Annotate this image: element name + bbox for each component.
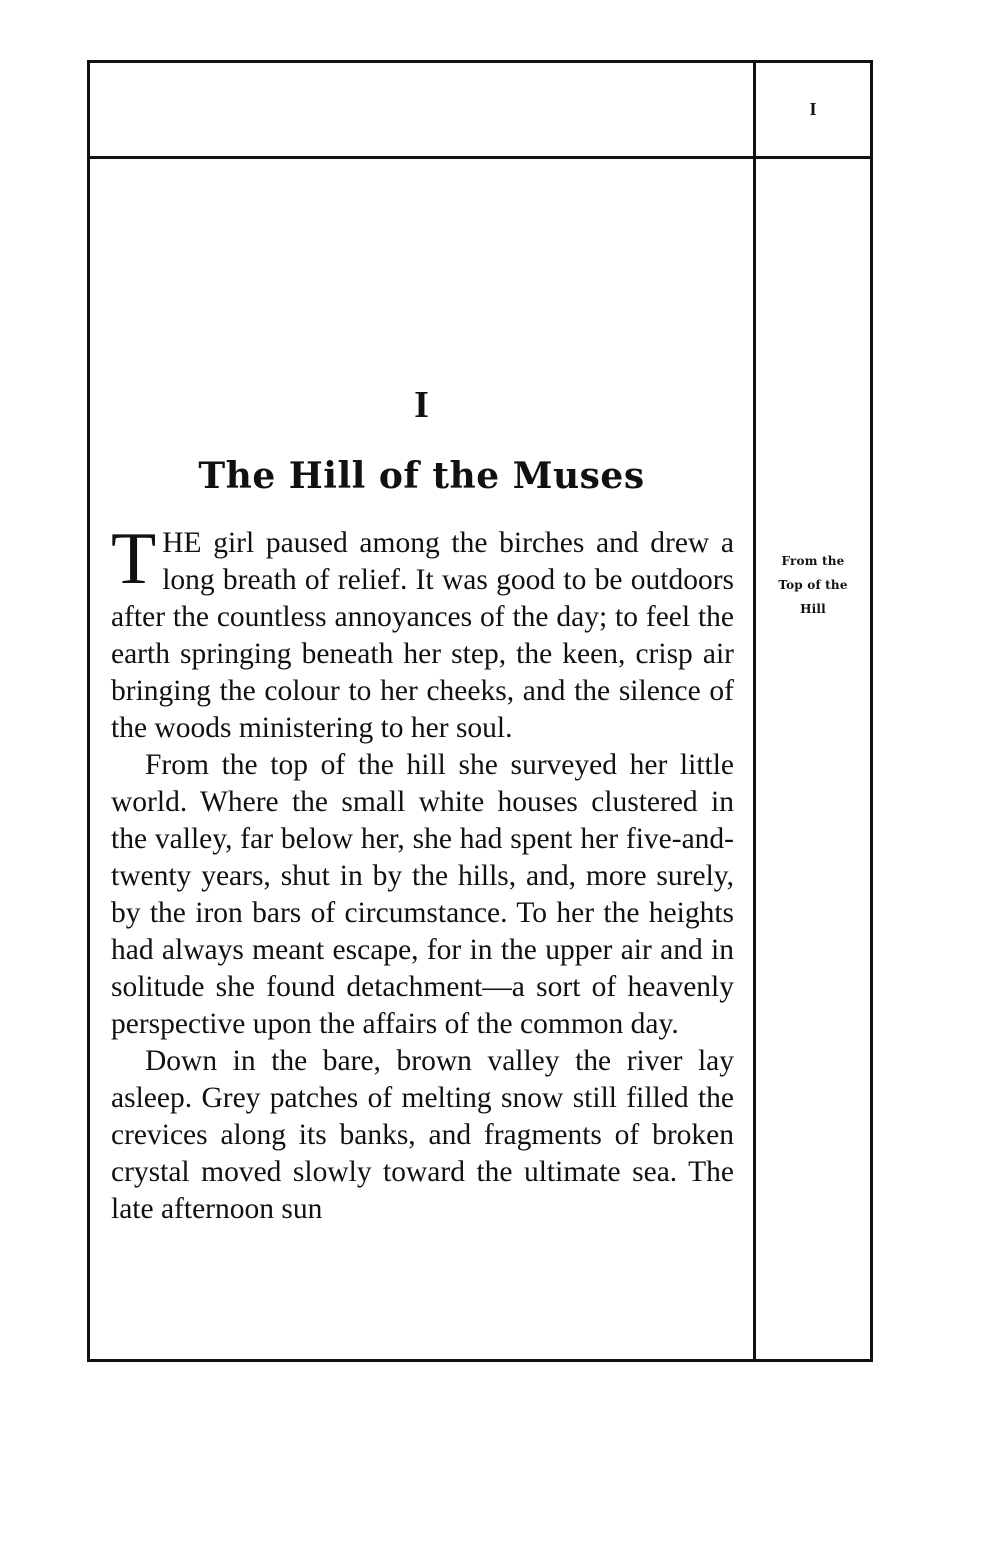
margin-divider	[753, 63, 756, 1359]
marginal-note-line: Hill	[800, 602, 826, 616]
body-text	[111, 518, 734, 1228]
paragraph: Down in the bare, brown valley the river lay asleep. Grey patches of melting snow still filled the crevices along its banks, and fragments of broken crystal moved slowly toward the ultimate sea. The late afternoon sun	[111, 1045, 734, 1225]
paragraph	[111, 518, 734, 747]
header-divider	[90, 156, 870, 159]
marginal-note-line: From the	[781, 554, 845, 568]
page-number: I	[809, 99, 817, 119]
page-frame	[87, 60, 873, 1362]
marginal-note	[756, 549, 870, 621]
paragraph: From the top of the hill she surveyed her little world. Where the small white houses clustered in the valley, far below her, she had spent her five-and-twenty years, shut in by the hills, and, more surely, by the iron bars of circumstance. To her the heights had always meant escape, for in the upper air and in solitude she found detachment—a sort of heavenly perspective upon the affairs of the common day.	[111, 749, 734, 1040]
chapter-title: The Hill of the Muses	[198, 455, 645, 497]
chapter-number: I	[414, 384, 429, 426]
marginal-note-line: Top of the	[778, 578, 848, 592]
paragraph-text: HE girl paused among the birches and drew a long breath of relief. It was good to be outdoors after the countless annoyances of the day; to feel the earth springing beneath her step, the keen, crisp air bringing the colour to her cheeks, and the silence of the woods ministering to her soul.	[111, 527, 734, 744]
drop-cap: T	[111, 518, 157, 600]
